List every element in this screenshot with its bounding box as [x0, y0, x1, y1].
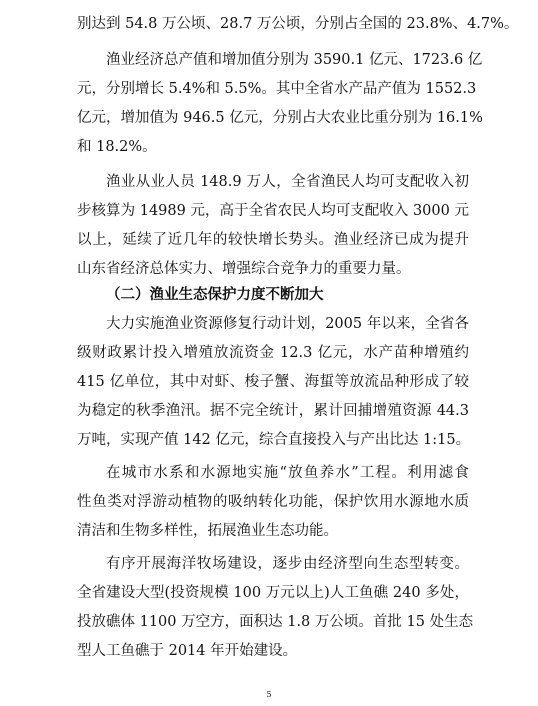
- paragraph-2-line-3: 亿元，增加值为 946.5 亿元，分别占大农业比重分别为 16.1%: [77, 110, 483, 126]
- paragraph-7-line-2: 全省建设大型(投资规模 100 万元以上)人工鱼礁 240 多处，: [77, 585, 469, 601]
- paragraph-3-line-1: 渔业从业人员 148.9 万人，全省渔民人均可支配收入初: [106, 174, 469, 190]
- page-number: 5: [266, 690, 272, 699]
- paragraph-3-line-3: 以上，延续了近几年的较快增长势头。渔业经济已成为提升: [77, 232, 469, 248]
- paragraph-7-line-1: 有序开展海洋牧场建设，逐步由经济型向生态型转变。: [106, 556, 469, 572]
- section-heading: （二）渔业生态保护力度不断加大: [106, 287, 324, 303]
- paragraph-3-line-2: 步核算为 14989 元，高于全省农民人均可支配收入 3000 元: [77, 203, 469, 219]
- paragraph-5-line-4: 为稳定的秋季渔汛。据不完全统计，累计回捕增殖资源 44.3: [77, 403, 469, 419]
- paragraph-7-line-4: 型人工鱼礁于 2014 年开始建设。: [77, 643, 298, 659]
- paragraph-5-line-3: 415 亿单位，其中对虾、梭子蟹、海蜇等放流品种形成了较: [77, 374, 469, 390]
- paragraph-6-line-3: 清洁和生物多样性，拓展渔业生态功能。: [77, 523, 338, 539]
- paragraph-2-line-4: 和 18.2%。: [77, 139, 157, 155]
- paragraph-3-line-4: 山东省经济总体实力、增强综合竞争力的重要力量。: [77, 261, 411, 277]
- paragraph-2-line-2: 元，分别增长 5.4%和 5.5%。其中全省水产品产值为 1552.3: [77, 81, 477, 97]
- paragraph-7-line-3: 投放礁体 1100 万空方，面积达 1.8 万公顷。首批 15 处生态: [77, 614, 474, 630]
- paragraph-5-line-1: 大力实施渔业资源修复行动计划，2005 年以来，全省各: [106, 316, 469, 332]
- paragraph-5-line-2: 级财政累计投入增殖放流资金 12.3 亿元，水产苗种增殖约: [77, 345, 469, 361]
- paragraph-6-line-1: 在城市水系和水源地实施“放鱼养水”工程。利用滤食: [106, 465, 469, 481]
- paragraph-2-line-1: 渔业经济总产值和增加值分别为 3590.1 亿元、1723.6 亿: [106, 52, 483, 68]
- paragraph-6-line-2: 性鱼类对浮游动植物的吸纳转化功能，保护饮用水源地水质: [77, 494, 469, 510]
- paragraph-1-line-1: 别达到 54.8 万公顷、28.7 万公顷，分别占全国的 23.8%、4.7%。: [77, 16, 519, 32]
- paragraph-5-line-5: 万吨，实现产值 142 亿元，综合直接投入与产出比达 1:15。: [77, 432, 471, 448]
